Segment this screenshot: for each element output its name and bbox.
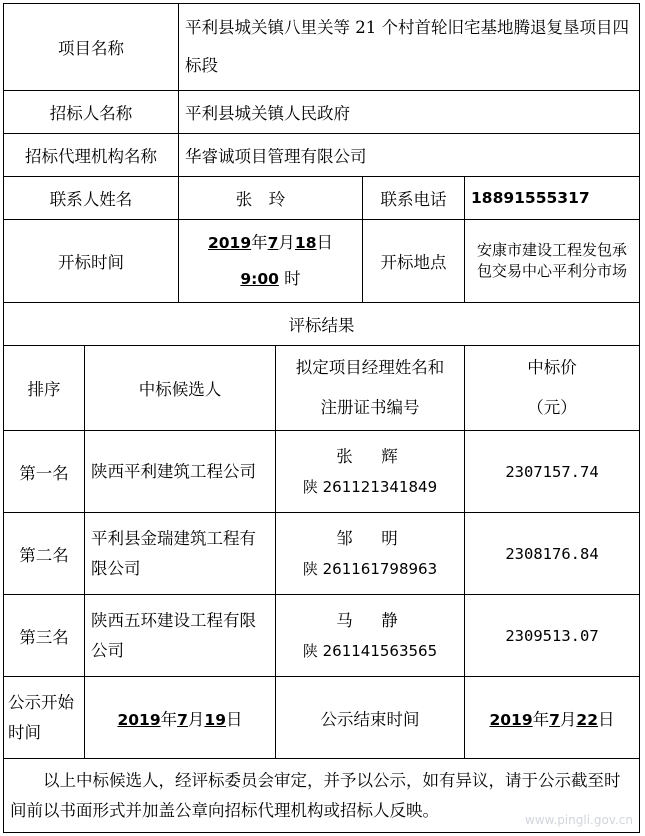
manager-2: [276, 524, 464, 584]
contact-label-cell: [3, 176, 179, 220]
open-place-label: 开标地点: [380, 253, 447, 272]
publicity-start-date-day: 19: [204, 710, 226, 729]
open-date-year: 2019: [207, 234, 252, 252]
open-date-day-unit: 日: [316, 233, 333, 252]
results-title-cell: [3, 302, 640, 346]
open-clock-time: 9:00: [240, 270, 279, 288]
contact-value: 张 玲: [235, 190, 286, 209]
publicity-start-date-month-unit: 月: [187, 709, 205, 729]
tenderer-value: 平利县城关镇人民政府: [185, 104, 350, 123]
publicity-start-label-cell: [3, 676, 85, 759]
header-price: [465, 348, 639, 428]
publicity-end-date-year: 2019: [489, 710, 533, 729]
publicity-start-date-day-unit: 日: [226, 709, 243, 729]
header-manager-line1: 拟定项目经理姓名和: [295, 358, 445, 377]
document-grid: [3, 3, 640, 833]
candidate-1: 陕西平利建筑工程公司: [91, 461, 256, 481]
manager-cell-2: [275, 512, 465, 595]
open-date-month: 7: [267, 234, 279, 252]
publicity-end-date-month: 7: [549, 710, 560, 729]
tenderer-label: 招标人名称: [49, 104, 133, 123]
header-price-line1: 中标价: [527, 358, 577, 377]
phone-value: 18891555317: [471, 189, 590, 207]
publicity-start-label: 公示开始时间: [8, 692, 74, 742]
watermark-text: www.pingli.gov.cn: [525, 813, 633, 827]
project-name-label-cell: [3, 3, 179, 91]
rank-cell-2: [3, 512, 85, 595]
contact-label: 联系人姓名: [49, 190, 133, 209]
rank-cell-1: [3, 430, 85, 513]
publicity-end-date-month-unit: 月: [559, 709, 577, 729]
rank-cell-3: [3, 594, 85, 677]
project-name-value-cell: [178, 3, 640, 91]
candidate-cell-2: [84, 512, 276, 595]
open-place-label-cell: [362, 219, 465, 303]
agency-label: 招标代理机构名称: [25, 147, 157, 166]
open-date: [179, 225, 362, 261]
publicity-start-date: [85, 706, 275, 730]
header-rank: 排序: [27, 380, 61, 399]
contact-value-cell: [178, 176, 363, 220]
agency-value-cell: [178, 133, 640, 177]
manager-name-1: 张 辉: [336, 446, 404, 466]
price-1: 2307157.74: [505, 462, 599, 481]
rank-3: 第三名: [19, 627, 69, 647]
publicity-start-date-year-unit: 年: [160, 709, 178, 729]
publicity-end-date-year-unit: 年: [532, 709, 550, 729]
open-date-day: 18: [294, 234, 317, 252]
project-name-label: 项目名称: [58, 39, 124, 58]
publicity-start-date-cell: [84, 676, 276, 759]
phone-value-cell: [464, 176, 640, 220]
note-text: 以上中标候选人，经评标委员会审定，并予以公示，如有异议，请于公示截至时间前以书面形式并加盖公章向招标代理机构或招标人反映。: [10, 770, 621, 820]
candidate-cell-1: [84, 430, 276, 513]
candidate-3: 陕西五环建设工程有限公司: [91, 610, 256, 660]
manager-cert-1: 陕 261121341849: [302, 477, 438, 496]
manager-cert-2: 陕 261161798963: [302, 559, 438, 578]
candidate-cell-3: [84, 594, 276, 677]
header-manager-line2: 注册证书编号: [320, 398, 420, 417]
publicity-end-date-cell: [464, 676, 640, 759]
price-3: 2309513.07: [505, 626, 599, 645]
open-date-year-unit: 年: [251, 233, 268, 252]
manager-cell-3: [275, 594, 465, 677]
tenderer-label-cell: [3, 90, 179, 134]
header-manager-cell: [275, 345, 465, 431]
price-cell-1: [464, 430, 640, 513]
manager-3: [276, 606, 464, 666]
open-time-value-cell: [178, 219, 363, 303]
header-candidate-cell: [84, 345, 276, 431]
open-place-value: 安康市建设工程发包承包交易中心平利分市场: [476, 241, 627, 280]
rank-2: 第二名: [19, 545, 69, 565]
manager-cert-3: 陕 261141563565: [302, 641, 438, 660]
manager-name-2: 邹 明: [336, 528, 404, 548]
rank-1: 第一名: [19, 463, 69, 483]
header-manager: [276, 348, 464, 428]
header-candidate: 中标候选人: [138, 380, 222, 399]
publicity-start-date-year: 2019: [117, 710, 161, 729]
manager-1: [276, 442, 464, 502]
open-place-value-cell: [464, 219, 640, 303]
tenderer-value-cell: [178, 90, 640, 134]
phone-label: 联系电话: [380, 190, 447, 209]
open-time-label-cell: [3, 219, 179, 303]
publicity-end-label: 公示结束时间: [320, 709, 420, 729]
open-time-value: [179, 225, 362, 297]
manager-name-3: 马 静: [336, 610, 404, 630]
publicity-end-date: [465, 706, 639, 730]
open-clock-unit: 时: [278, 269, 301, 288]
phone-label-cell: [362, 176, 465, 220]
price-2: 2308176.84: [505, 544, 599, 563]
agency-label-cell: [3, 133, 179, 177]
open-date-month-unit: 月: [278, 233, 295, 252]
price-cell-2: [464, 512, 640, 595]
header-price-cell: [464, 345, 640, 431]
price-cell-3: [464, 594, 640, 677]
publicity-start-date-month: 7: [177, 710, 188, 729]
project-name-value: 平利县城关镇八里关等 21 个村首轮旧宅基地腾退复垦项目四标段: [185, 18, 629, 75]
publicity-end-date-day-unit: 日: [598, 709, 615, 729]
results-title: 评标结果: [288, 316, 355, 335]
open-time-label: 开标时间: [58, 253, 124, 272]
manager-cell-1: [275, 430, 465, 513]
header-rank-cell: [3, 345, 85, 431]
publicity-end-label-cell: [275, 676, 465, 759]
open-clock: [179, 261, 362, 297]
agency-value: 华睿诚项目管理有限公司: [185, 147, 367, 166]
candidate-2: 平利县金瑞建筑工程有限公司: [91, 528, 256, 578]
header-price-line2: （元）: [527, 398, 577, 417]
publicity-end-date-day: 22: [576, 710, 598, 729]
